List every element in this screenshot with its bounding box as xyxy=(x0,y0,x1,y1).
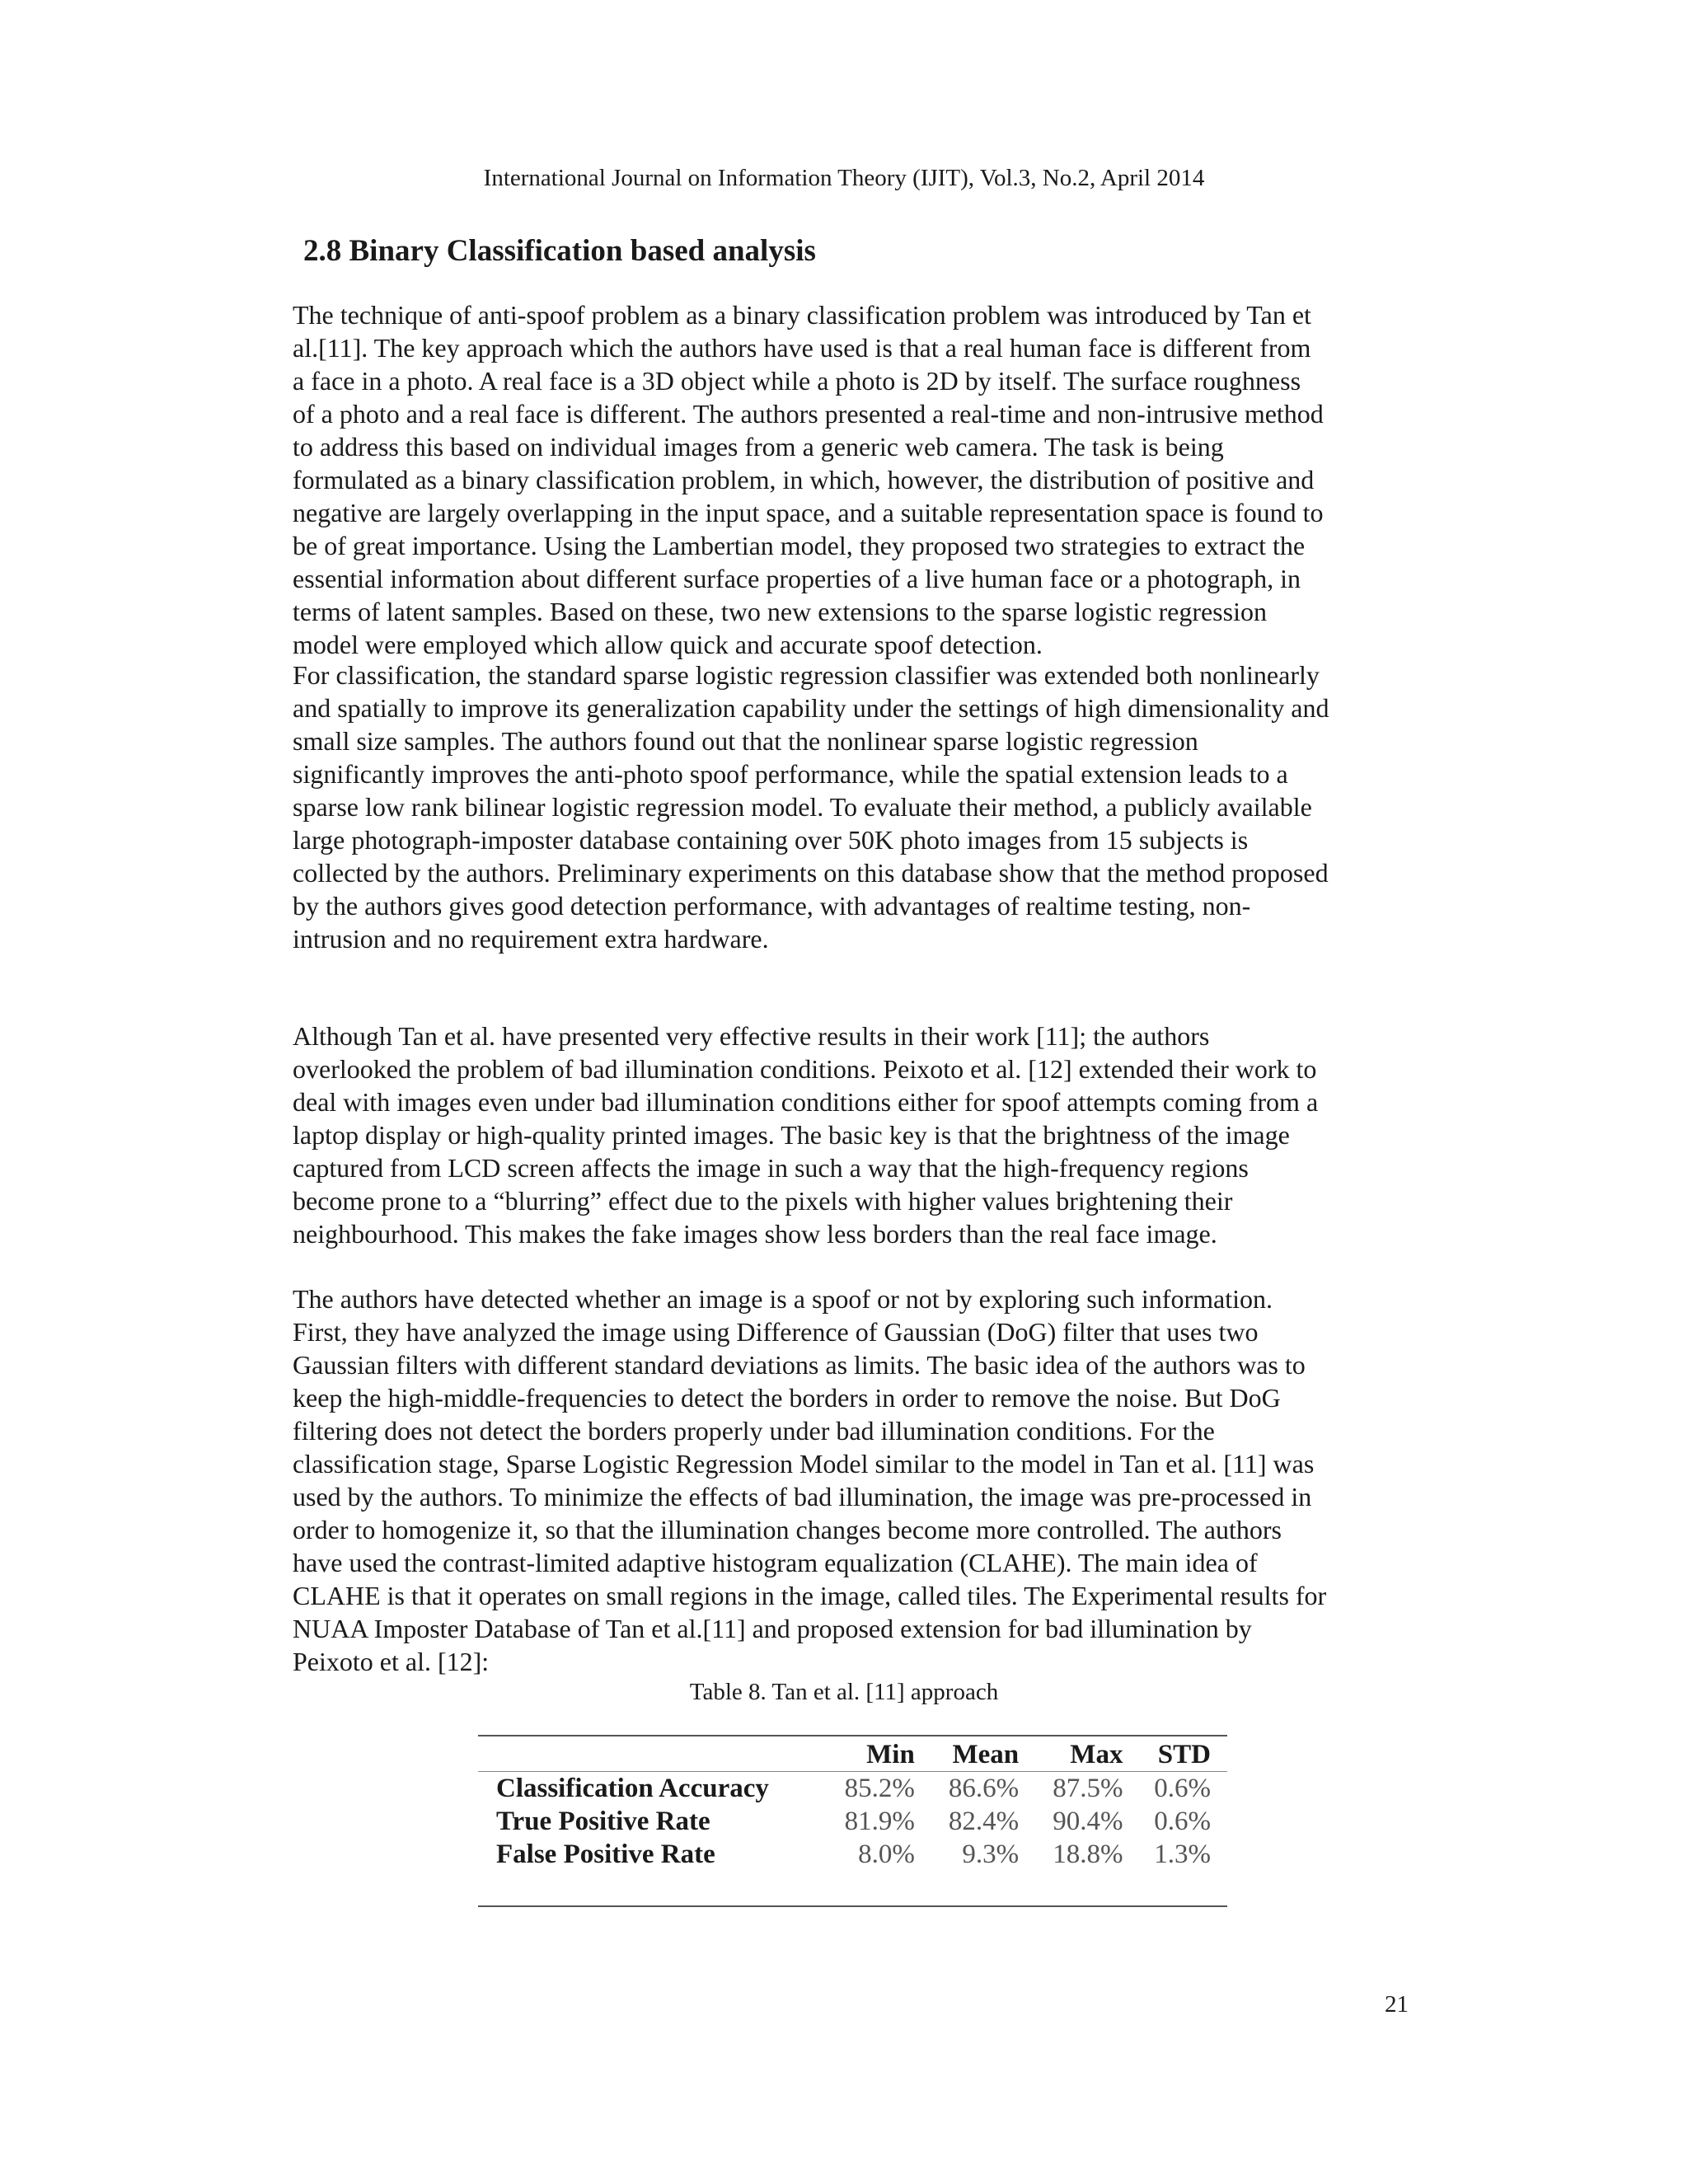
results-table xyxy=(478,1735,1227,1907)
table-header-row xyxy=(478,1736,1227,1772)
table-cell: 8.0% xyxy=(858,1839,915,1869)
table-row xyxy=(478,1805,1227,1838)
table-caption: Table 8. Tan et al. [11] approach xyxy=(689,1679,999,1705)
table-bottom-rule xyxy=(478,1871,1227,1906)
table-cell: 90.4% xyxy=(1053,1806,1123,1836)
column-header-max: Max xyxy=(1070,1739,1123,1769)
table-cell: 1.3% xyxy=(1154,1839,1211,1869)
table-cell: 81.9% xyxy=(844,1806,915,1836)
column-header-mean: Mean xyxy=(952,1739,1020,1769)
table-cell: 86.6% xyxy=(948,1773,1020,1803)
table-row xyxy=(478,1772,1227,1806)
table-cell: 0.6% xyxy=(1154,1806,1211,1836)
table-cell: 82.4% xyxy=(948,1806,1020,1836)
body-paragraph-3: Although Tan et al. have presented very effective results in their work [11]; the authors overlooked the problem of bad illumination conditions. Peixoto et al. [12] extended their work to deal with images even under bad illumination conditions either for spoof attempts coming from a laptop display or high-quality printed images. The basic key is that the brightness of the image captured from LCD screen affects the image in such a way that the high-frequency regions become prone to a “blurring” effect due to the pixels with higher values brightening their neighbourhood. This makes the fake images show less borders than the real face image. xyxy=(293,1021,1319,1249)
body-paragraph-2: For classification, the standard sparse logistic regression classifier was extended both nonlinearly and spatially to improve its generalization capability under the settings of high dimensionality and small size samples. The authors found out that the nonlinear sparse logistic regression significantly improves the anti-photo spoof performance, while the spatial extension leads to a sparse low rank bilinear logistic regression model. To evaluate their method, a publicly available large photograph-imposter database containing over 50K photo images from 15 subjects is collected by the authors. Preliminary experiments on this database show that the method proposed by the authors gives good detection performance, with advantages of realtime testing, non- intrusion and no requirement extra hardware. xyxy=(293,660,1329,954)
table-corner-cell xyxy=(478,1736,828,1772)
page-number: 21 xyxy=(1385,1991,1409,2018)
table-row xyxy=(478,1838,1227,1871)
column-header-std: STD xyxy=(1157,1739,1211,1769)
table-cell: 0.6% xyxy=(1154,1773,1211,1803)
body-paragraph-1: The technique of anti-spoof problem as a binary classification problem was introduced by Tan et al.[11]. The key approach which the authors have used is that a real human face is different from a face in a photo. A real face is a 3D object while a photo is 2D by itself. The surface roughness of a photo and a real face is different. The authors presented a real-time and non-intrusive method to address this based on individual images from a generic web camera. The task is being formulated as a binary classification problem, in which, however, the distribution of positive and negative are largely overlapping in the input space, and a suitable representation space is found to be of great importance. Using the Lambertian model, they proposed two strategies to extract the essential information about different surface properties of a live human face or a photograph, in terms of latent samples. Based on these, two new extensions to the sparse logistic regression model were employed which allow quick and accurate spoof detection. xyxy=(293,300,1324,659)
table-cell: 85.2% xyxy=(844,1773,915,1803)
body-paragraph-4: The authors have detected whether an image is a spoof or not by exploring such information. First, they have analyzed the image using Difference of Gaussian (DoG) filter that uses two Gaussian filters with different standard deviations as limits. The basic idea of the authors was to keep the high-middle-frequencies to detect the borders in order to remove the noise. But DoG filtering does not detect the borders properly under bad illumination conditions. For the classification stage, Sparse Logistic Regression Model similar to the model in Tan et al. [11] was used by the authors. To minimize the effects of bad illumination, the image was pre-processed in order to homogenize it, so that the illumination changes become more controlled. The authors have used the contrast-limited adaptive histogram equalization (CLAHE). The main idea of CLAHE is that it operates on small regions in the image, called tiles. The Experimental results for NUAA Imposter Database of Tan et al.[11] and proposed extension for bad illumination by Peixoto et al. [12]: xyxy=(293,1284,1327,1676)
table-cell: 9.3% xyxy=(962,1839,1020,1869)
table-body xyxy=(478,1772,1227,1907)
section-heading: 2.8 Binary Classification based analysis xyxy=(303,234,816,268)
running-header: International Journal on Information Theory (IJIT), Vol.3, No.2, April 2014 xyxy=(483,165,1205,191)
table-cell: 18.8% xyxy=(1053,1839,1123,1869)
table-header xyxy=(478,1736,1227,1772)
table-cell: 87.5% xyxy=(1053,1773,1123,1803)
row-label-false-positive-rate: False Positive Rate xyxy=(496,1839,715,1869)
row-label-true-positive-rate: True Positive Rate xyxy=(496,1806,710,1836)
row-label-classification-accuracy: Classification Accuracy xyxy=(496,1773,769,1803)
table-spacer-cell xyxy=(478,1871,1227,1906)
column-header-min: Min xyxy=(866,1739,915,1769)
